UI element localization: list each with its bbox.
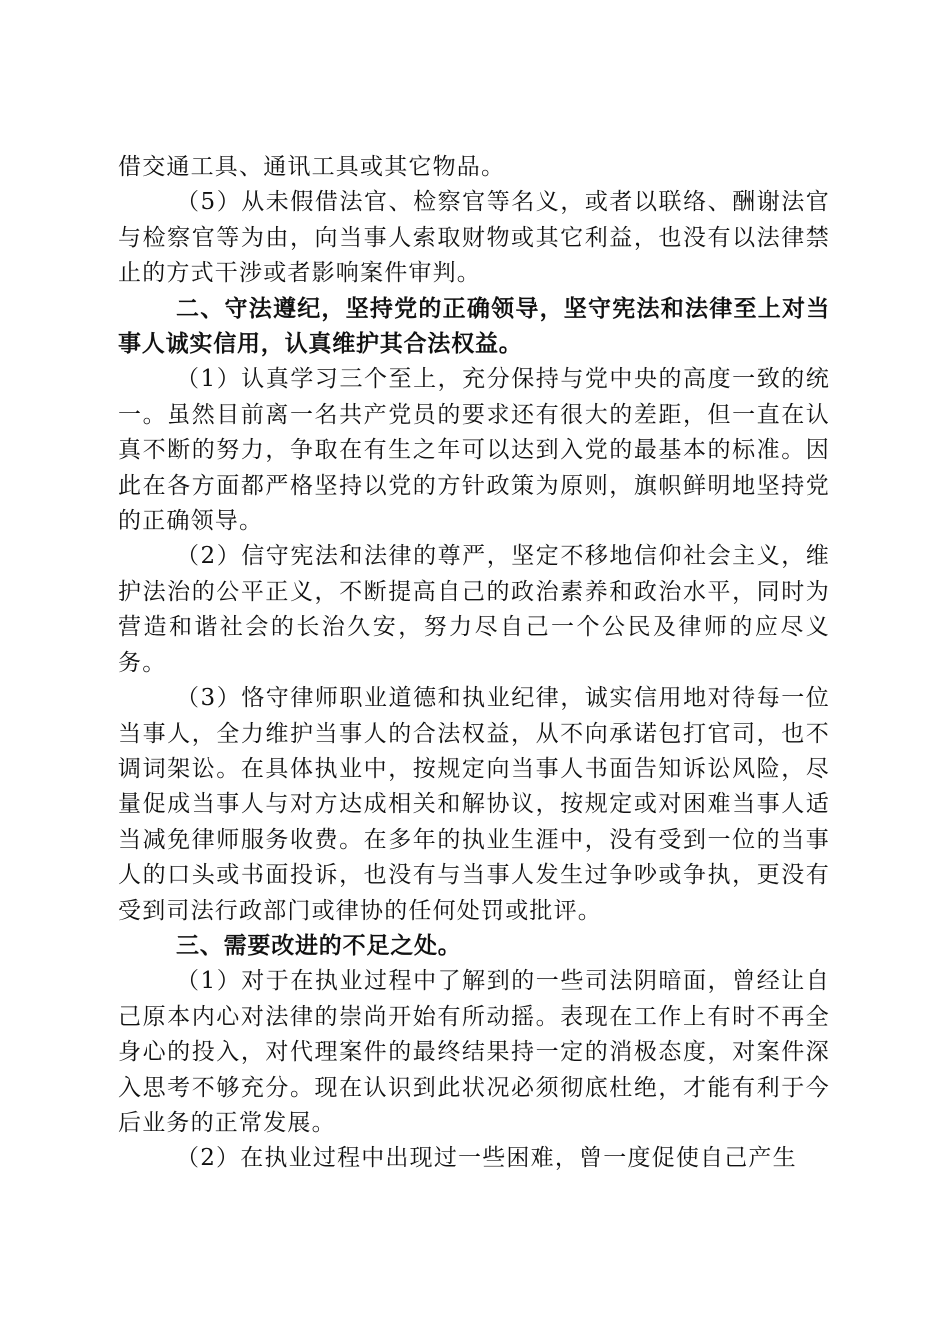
paragraph-item-1: （1）认真学习三个至上，充分保持与党中央的高度一致的统一。虽然目前离一名共产党员的要求还有很大的差距，但一直在认真不断的努力，争取在有生之年可以达到入党的最基本的标准。因此在各方面都严格坚持以党的方针政策为原则，旗帜鲜明地坚持党的正确领导。 [118, 366, 830, 535]
paragraph-improve-1: （1）对于在执业过程中了解到的一些司法阴暗面，曾经让自己原本内心对法律的崇尚开始有所动摇。表现在工作上有时不再全身心的投入，对代理案件的最终结果持一定的消极态度，对案件深入思考不够充分。现在认识到此状况必须彻底杜绝，才能有利于今后业务的正常发展。 [118, 968, 830, 1136]
section-heading-3: 三、需要改进的不足之处。 [176, 932, 462, 959]
paragraph-item-3: （3）恪守律师职业道德和执业纪律，诚实信用地对待每一位当事人，全力维护当事人的合法权益，从不向承诺包打官司，也不调词架讼。在具体执业中，按规定向当事人书面告知诉讼风险，尽量促成当事人与对方达成相关和解协议，按规定或对困难当事人适当减免律师服务收费。在多年的执业生涯中，没有受到一位的当事人的口头或书面投诉，也没有与当事人发生过争吵或争执，更没有受到司法行政部门或律协的任何处罚或批评。 [118, 685, 830, 924]
paragraph-improve-2: （2）在执业过程中出现过一些困难，曾一度促使自己产生 [176, 1145, 797, 1172]
document-body [118, 150, 830, 1177]
paragraph-item-5: （5）从未假借法官、检察官等名义，或者以联络、酬谢法官与检察官等为由，向当事人索取财物或其它利益，也没有以法律禁止的方式干涉或者影响案件审判。 [118, 189, 830, 287]
paragraph-continuation: 借交通工具、通讯工具或其它物品。 [118, 154, 506, 180]
paragraph-item-2: （2）信守宪法和法律的尊严，坚定不移地信仰社会主义，维护法治的公平正义，不断提高自己的政治素养和政治水平，同时为营造和谐社会的长治久安，努力尽自己一个公民及律师的应尽义务。 [118, 543, 830, 676]
section-heading-2: 二、守法遵纪，坚持党的正确领导，坚守宪法和法律至上对当事人诚实信用，认真维护其合法权益。 [118, 295, 830, 358]
